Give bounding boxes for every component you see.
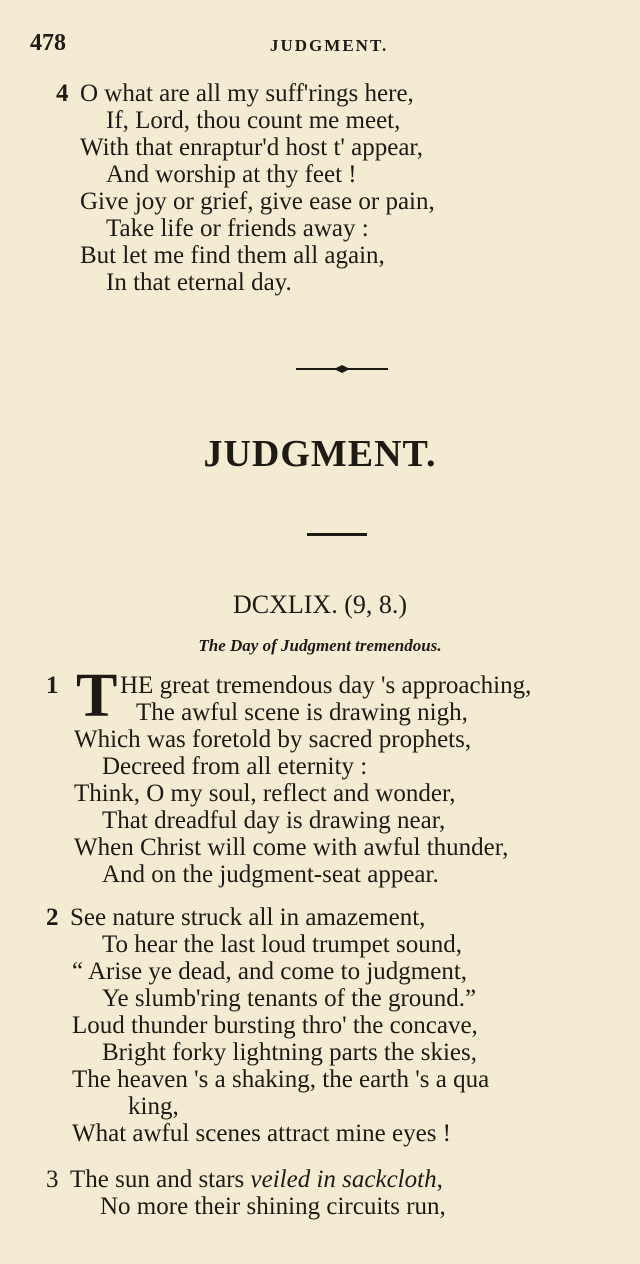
verse-line: Think, O my soul, reflect and wonder,: [74, 780, 456, 807]
verse-line: With that enraptur'd host t' appear,: [80, 134, 424, 161]
stanza-number: 2: [46, 904, 59, 931]
verse-line: If, Lord, thou count me meet,: [106, 107, 401, 134]
verse-line: When Christ will come with awful thunder,: [74, 834, 509, 861]
verse-line: That dreadful day is drawing near,: [102, 807, 446, 834]
verse-line: And on the judgment-seat appear.: [102, 861, 439, 888]
hymn-number: DCXLIX. (9, 8.): [232, 590, 408, 619]
page-header: [0, 30, 640, 64]
page-number: 478: [30, 30, 66, 56]
stanza-number: 1: [46, 672, 59, 699]
drop-cap: T: [76, 662, 118, 730]
verse-line-start: The sun and stars: [70, 1166, 251, 1193]
verse-line: And worship at thy feet !: [106, 161, 357, 188]
verse-line: king,: [128, 1093, 179, 1120]
hymn-stanza-1: [74, 672, 531, 888]
verse-line: Take life or friends away :: [106, 215, 369, 242]
verse-line: But let me find them all again,: [80, 242, 385, 269]
verse-line: In that eternal day.: [106, 269, 292, 296]
verse-line: O what are all my suff'rings here,: [80, 80, 414, 107]
stanza-number: 4: [56, 80, 69, 107]
verse-line: Decreed from all eternity :: [102, 753, 368, 780]
section-title: JUDGMENT.: [203, 433, 437, 475]
verse-line: See nature struck all in amazement,: [70, 904, 426, 931]
verse-line: The awful scene is drawing nigh,: [136, 699, 468, 726]
title-rule: [307, 533, 367, 536]
hymn-stanza-2: [46, 904, 489, 1147]
verse-line: Ye slumb'ring tenants of the ground.”: [102, 985, 477, 1012]
verse-line: Which was foretold by sacred prophets,: [74, 726, 472, 753]
verse-line: “ Arise ye dead, and come to judgment,: [72, 958, 468, 985]
verse-line: HE great tremendous day 's approaching,: [120, 672, 532, 699]
verse-line: The heaven 's a shaking, the earth 's a qua: [72, 1066, 490, 1093]
previous-hymn-stanza-4: [56, 80, 435, 296]
verse-line: No more their shining circuits run,: [100, 1193, 446, 1220]
verse-line-italic: veiled in sackcloth: [250, 1166, 437, 1193]
verse-line: Bright forky lightning parts the skies,: [102, 1039, 477, 1066]
hymn-subtitle: The Day of Judgment tremendous.: [198, 636, 442, 655]
running-head: JUDGMENT.: [270, 36, 389, 55]
verse-line-end: ,: [436, 1166, 443, 1193]
verse-line: Loud thunder bursting thro' the concave,: [72, 1012, 478, 1039]
ornament-divider-icon: [296, 362, 388, 376]
verse-line: To hear the last loud trumpet sound,: [102, 931, 462, 958]
verse-line: What awful scenes attract mine eyes !: [72, 1120, 451, 1147]
verse-line: Give joy or grief, give ease or pain,: [80, 188, 435, 215]
stanza-number: 3: [46, 1166, 59, 1193]
hymn-stanza-3: [46, 1166, 446, 1220]
